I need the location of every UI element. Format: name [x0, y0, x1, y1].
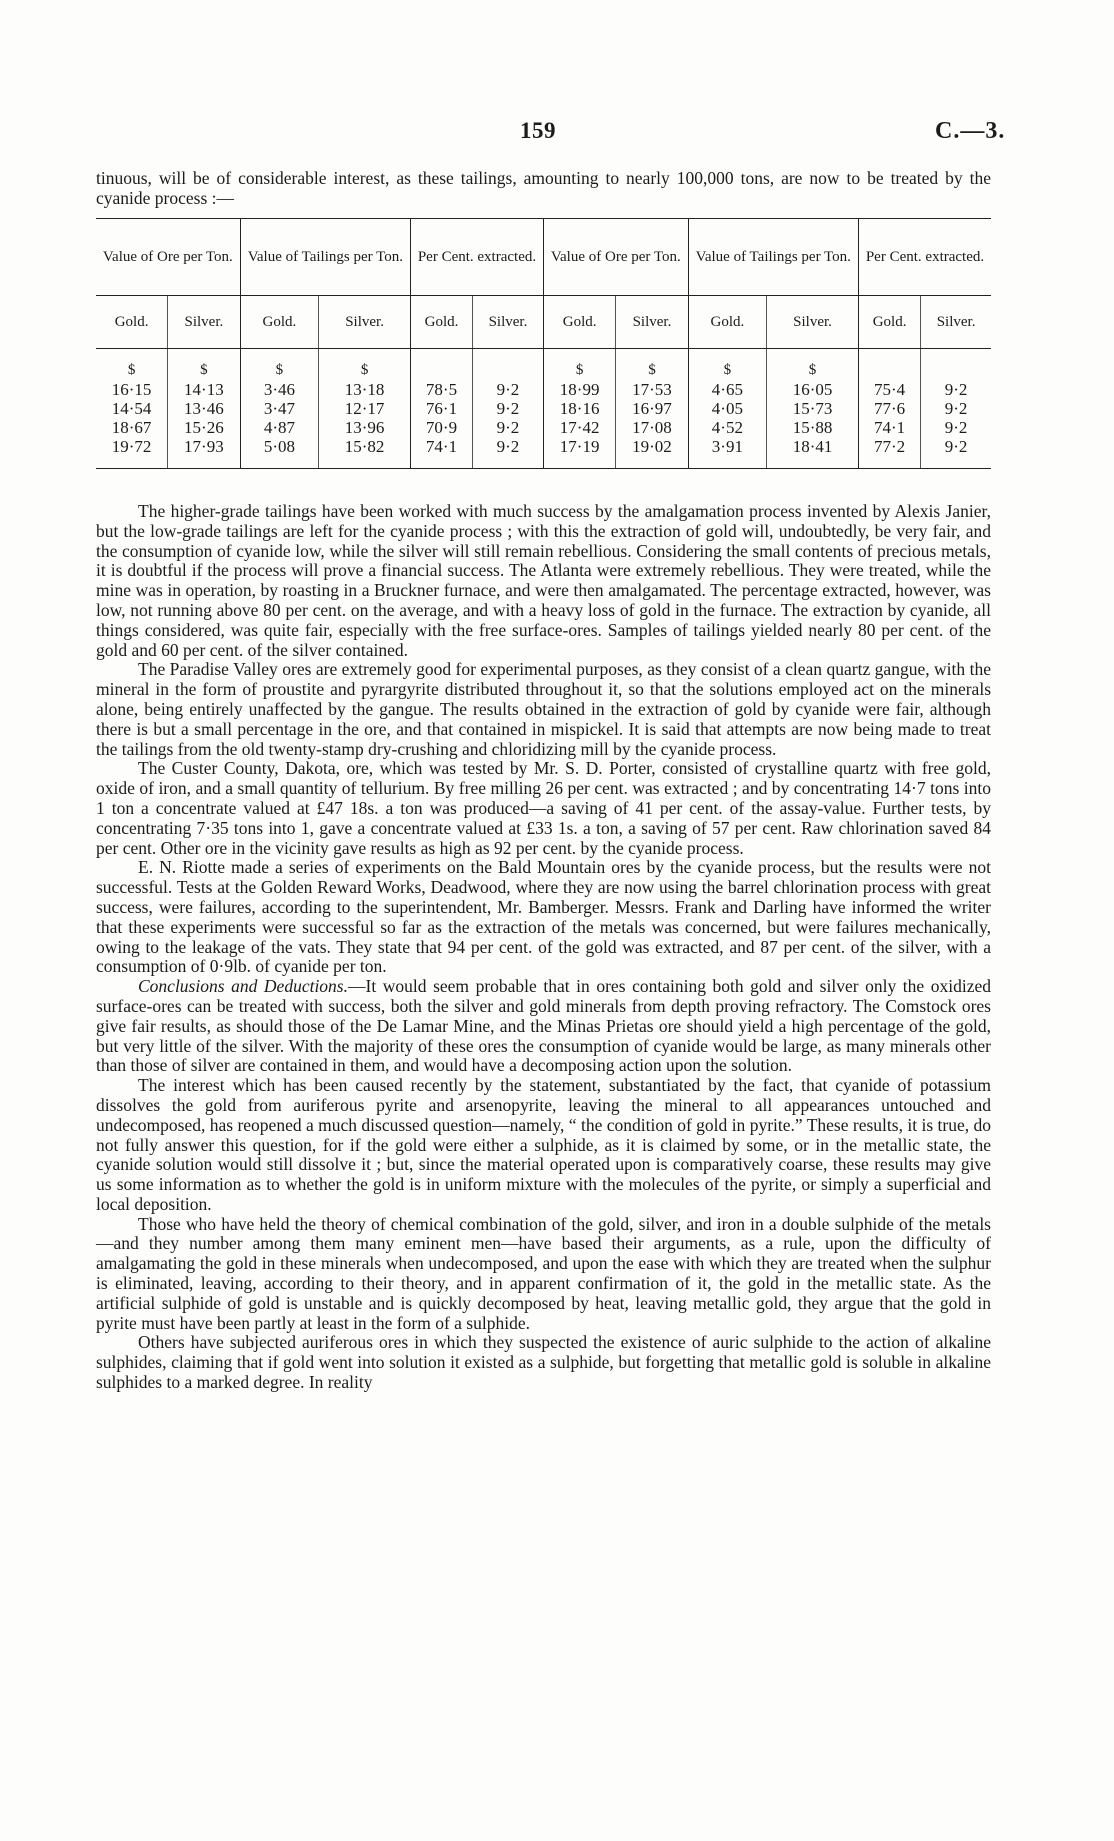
sub-header: Silver. [168, 296, 241, 349]
table-cell: 14·54 [111, 399, 152, 418]
paragraph: E. N. Riotte made a series of experiments on the Bald Mountain ores by the cyanide process, but the results were not successful. Tests at the Golden Reward Works, Deadwood, where they are now using the barrel chlorination process with great success, were failures, according to the superintendent, Mr. Bamberger. Messrs. Frank and Darling have informed the writer that these experiments were successful so far as the extraction of the metals was concerned, but were failures mechanically, owing to the leakage of the vats. They state that 94 per cent. of the gold was extracted, and 87 per cent. of the silver, with a consumption of 0·9lb. of cyanide per ton. [96, 857, 991, 977]
intro-paragraph: tinuous, will be of considerable interest, as these tailings, amounting to nearly 100,000 tons, are now to be treated by the cyanide process :— [96, 168, 991, 208]
table-cell: 3·46 [240, 380, 318, 399]
sub-header: Gold. [96, 296, 168, 349]
paragraph: The interest which has been caused recently by the statement, substantiated by the fact, that cyanide of potassium dissolves the gold from auriferous pyrite and arsenopyrite, leaving the mineral to all appearances untouched and undecomposed, has reopened a much discussed question—namely, “ the condition of gold in pyrite.” These results, it is true, do not fully answer this question, for if the gold were either a sulphide, as it is claimed by some, or in the metallic state, the cyanide solution would still dissolve it ; but, since the material operated upon is comparatively coarse, these results may give us some information as to whether the gold is in uniform mixture with the molecules of the pyrite, or simply a superficial and local deposition. [96, 1075, 991, 1214]
paragraph: The higher-grade tailings have been worked with much success by the amalgamation process invented by Alexis Janier, but the low-grade tailings are left for the cyanide process ; with this the extraction of gold will, undoubtedly, be very fair, and the consumption of cyanide low, while the silver will still remain rebellious. Considering the small contents of precious metals, it is doubtful if the process will prove a financial success. The Atlanta were extremely rebellious. They were treated, while the mine was in operation, by roasting in a Bruckner furnace, and were then amalgamated. The percentage extracted, however, was low, not running above 80 per cent. on the average, and with a heavy loss of gold in the furnace. The extraction by cyanide, all things considered, was quite fair, especially with the free surface-ores. Samples of tailings yielded nearly 80 per cent. of the gold and 60 per cent. of the silver contained. [96, 501, 991, 660]
intro-text [96, 168, 991, 208]
unit-cell: $ [127, 362, 136, 378]
table-cell: 17·53 [616, 380, 688, 399]
document-code: C.—3. [935, 118, 1006, 144]
unit-cell [921, 349, 991, 381]
sub-header: Gold. [543, 296, 615, 349]
section-heading-inline: Conclusions and Deductions. [138, 976, 348, 997]
table-cell: 16·97 [616, 399, 688, 418]
table-row [96, 437, 991, 469]
table-cell: 15·73 [767, 399, 859, 418]
table-cell: 4·87 [240, 418, 318, 437]
unit-cell: $ [319, 349, 411, 381]
unit-cell: $ [168, 349, 241, 381]
group-header: Value of Tailings per Ton. [688, 219, 858, 296]
sub-header: Silver. [473, 296, 544, 349]
sub-header: Silver. [921, 296, 991, 349]
table-cell: 16·05 [767, 380, 859, 399]
table-cell: 13·18 [319, 380, 411, 399]
sub-header: Silver. [616, 296, 688, 349]
table-cell: 75·4 [858, 380, 920, 399]
table-cell: 17·08 [616, 418, 688, 437]
paragraph-text: —It would seem probable that in ores containing both gold and silver only the oxidized surface-ores can be treated with success, both the silver and gold minerals from depth proving refractory. The Comstock ores give fair results, as should those of the De Lamar Mine, and the Minas Prietas ore should yield a high percentage of the gold, but very little of the silver. With the majority of these ores the consumption of cyanide would be large, as many minerals other than those of silver are contained in them, and would have a decomposing action upon the solution. [96, 976, 991, 1076]
table-cell: 18·41 [767, 437, 859, 469]
table-cell: 18·99 [543, 380, 615, 399]
table-cell: 19·02 [616, 437, 688, 469]
paragraph: The Paradise Valley ores are extremely good for experimental purposes, as they consist of a clean quartz gangue, with the mineral in the form of proustite and pyrargyrite distributed throughout it, so that the solutions employed act on the minerals alone, being entirely unaffected by the gangue. The results obtained in the extraction of gold by cyanide were fair, although there is but a small percentage in the ore, and that contained in mispickel. It is said that attempts are now being made to treat the tailings from the old twenty-stamp dry-crushing and chloridizing mill by the cyanide process. [96, 659, 991, 759]
table-row [96, 380, 991, 399]
table-cell: 15·26 [168, 418, 241, 437]
assay-results-table [96, 218, 991, 469]
table-cell: 14·13 [168, 380, 241, 399]
table-group-header-row [96, 219, 991, 296]
table-cell: 18·16 [543, 399, 615, 418]
table-cell: 13·96 [319, 418, 411, 437]
group-header: Value of Ore per Ton. [543, 219, 688, 296]
table-cell: 9·2 [473, 399, 544, 418]
table-cell: 4·05 [688, 399, 766, 418]
table-cell: 13·46 [168, 399, 241, 418]
unit-cell: $ [767, 349, 859, 381]
sub-header: Gold. [411, 296, 473, 349]
table-sub-header-row [96, 296, 991, 349]
group-header: Value of Ore per Ton. [96, 219, 240, 296]
table-cell: 78·5 [411, 380, 473, 399]
group-header: Per Cent. extracted. [411, 219, 544, 296]
sub-header: Gold. [858, 296, 920, 349]
table-cell: 9·2 [921, 399, 991, 418]
table-cell: 19·72 [96, 437, 168, 469]
table-cell: 15·82 [319, 437, 411, 469]
table-cell: 12·17 [319, 399, 411, 418]
unit-cell [411, 349, 473, 381]
paragraph [96, 977, 991, 1076]
sub-header: Silver. [319, 296, 411, 349]
table-cell: 3·91 [688, 437, 766, 469]
unit-cell: $ [240, 349, 318, 381]
table-cell: 9·2 [473, 437, 544, 469]
group-header: Value of Tailings per Ton. [240, 219, 410, 296]
table-row [96, 418, 991, 437]
table-cell: 77·6 [858, 399, 920, 418]
table-cell: 9·2 [921, 380, 991, 399]
body-text [96, 502, 991, 1393]
table-cell: 17·42 [543, 418, 615, 437]
table-cell: 5·08 [240, 437, 318, 469]
paragraph: Others have subjected auriferous ores in which they suspected the existence of auric sulphide to the action of alkaline sulphides, claiming that if gold went into solution it existed as a sulphide, but forgetting that metallic gold is soluble in alkaline sulphides to a marked degree. In reality [96, 1332, 991, 1393]
table-cell: 17·19 [543, 437, 615, 469]
sub-header: Gold. [688, 296, 766, 349]
table-cell: 9·2 [473, 418, 544, 437]
table-cell: 74·1 [858, 418, 920, 437]
unit-cell [858, 349, 920, 381]
table-cell: 9·2 [921, 418, 991, 437]
table-cell: 74·1 [411, 437, 473, 469]
group-header: Per Cent. extracted. [858, 219, 991, 296]
unit-cell: $ [616, 349, 688, 381]
unit-cell: $ [543, 349, 615, 381]
sub-header: Silver. [767, 296, 859, 349]
paragraph: Those who have held the theory of chemical combination of the gold, silver, and iron in a double sulphide of the metals—and they number among them many eminent men—have based their arguments, as a rule, upon the difficulty of amalgamating the gold in these minerals when undecomposed, and upon the ease with which they are treated when the sulphur is eliminated, leaving, according to their theory, and in apparent confirmation of it, the gold in the metallic state. As the artificial sulphide of gold is unstable and is quickly decomposed by heat, leaving metallic gold, they argue that the gold in pyrite must have been partly at least in the form of a sulphide. [96, 1213, 991, 1333]
unit-cell [473, 349, 544, 381]
table-cell: 70·9 [411, 418, 473, 437]
table-row [96, 399, 991, 418]
table-cell: 16·15 [111, 380, 152, 399]
table-cell: 18·67 [111, 418, 152, 437]
table-cell: 3·47 [240, 399, 318, 418]
paragraph: The Custer County, Dakota, ore, which was tested by Mr. S. D. Porter, consisted of crystalline quartz with free gold, oxide of iron, and a small quantity of tellurium. By free milling 26 per cent. was extracted ; and by concentrating 14·7 tons into 1 ton a concentrate valued at £47 18s. a ton was produced—a saving of 41 per cent. of the assay-value. Further tests, by concentrating 7·35 tons into 1, gave a concentrate valued at £33 1s. a ton, a saving of 57 per cent. Raw chlorination saved 84 per cent. Other ore in the vicinity gave results as high as 92 per cent. by the cyanide process. [96, 758, 991, 858]
table-cell: 9·2 [473, 380, 544, 399]
table-cell: 17·93 [168, 437, 241, 469]
table-cell: 9·2 [921, 437, 991, 469]
unit-cell: $ [688, 349, 766, 381]
page-number: 159 [520, 118, 556, 143]
sub-header: Gold. [240, 296, 318, 349]
table-cell: 4·65 [688, 380, 766, 399]
table-cell: 76·1 [411, 399, 473, 418]
table-cell: 4·52 [688, 418, 766, 437]
table-unit-row [96, 349, 991, 381]
table-cell: 77·2 [858, 437, 920, 469]
table-cell: 15·88 [767, 418, 859, 437]
